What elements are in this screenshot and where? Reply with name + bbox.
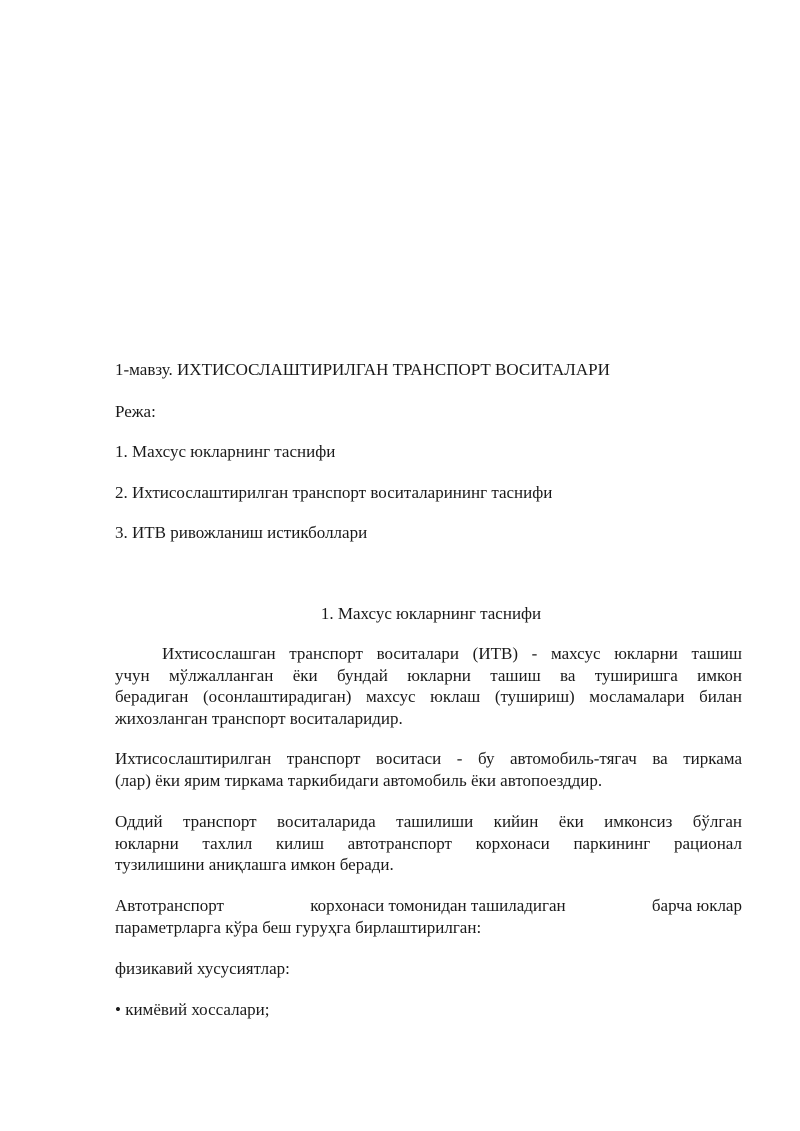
plan-item-2: 2. Ихтисослаштирилган транспорт воситаларининг таснифи [115,483,553,502]
paragraph-2-line-1: Ихтисослаштирилган транспорт воситаси - бу автомобиль-тягач ва тиркама [115,749,742,768]
plan-item-1: 1. Махсус юкларнинг таснифи [115,442,336,461]
paragraph-4-line-2: параметрларга кўра беш гуруҳга бирлаштирилган: [115,917,482,937]
paragraph-4 [115,895,742,938]
paragraph-1-line-3: берадиган (осонлаштирадиган) махсус юклаш (тушириш) мосламалари билан [115,687,742,706]
paragraph-4-part-1: Автотранспорт [115,896,224,915]
physical-properties-label: физикавий хусусиятлар: [115,959,290,978]
paragraph-4-line-1 [115,895,742,917]
paragraph-1-line-1: Ихтисослашган транспорт воситалари (ИТВ) - махсус юкларни ташиш [162,644,742,663]
topic-title: 1-мавзу. ИХТИСОСЛАШТИРИЛГАН ТРАНСПОРТ ВОСИТАЛАРИ [115,360,610,379]
paragraph-4-part-2: корхонаси томонидан ташиладиган [310,896,566,915]
paragraph-3-line-1: Оддий транспорт воситаларида ташилиши кийин ёки имконсиз бўлган [115,812,742,831]
bullet-item: • кимёвий хоссалари; [115,1000,270,1019]
paragraph-3-line-3: тузилишини аниқлашга имкон беради. [115,855,394,874]
paragraph-2 [115,748,742,791]
paragraph-1-line-4: жихозланган транспорт воситаларидир. [115,708,403,728]
plan-label: Режа: [115,402,156,421]
plan-item-3: 3. ИТВ ривожланиш истикболлари [115,523,368,542]
paragraph-4-part-3: барча юклар [651,896,742,915]
section-heading: 1. Махсус юкларнинг таснифи [320,604,542,623]
paragraph-1 [115,643,742,729]
paragraph-2-line-2: (лар) ёки ярим тиркама таркибидаги автомобиль ёки автопоезддир. [115,770,603,790]
paragraph-1-line-2: учун мўлжалланган ёки бундай юкларни ташиш ва туширишга имкон [115,665,742,685]
paragraph-3 [115,811,742,876]
paragraph-3-line-2: юкларни тахлил килиш автотранспорт корхонаси паркининг рационал [115,833,742,853]
